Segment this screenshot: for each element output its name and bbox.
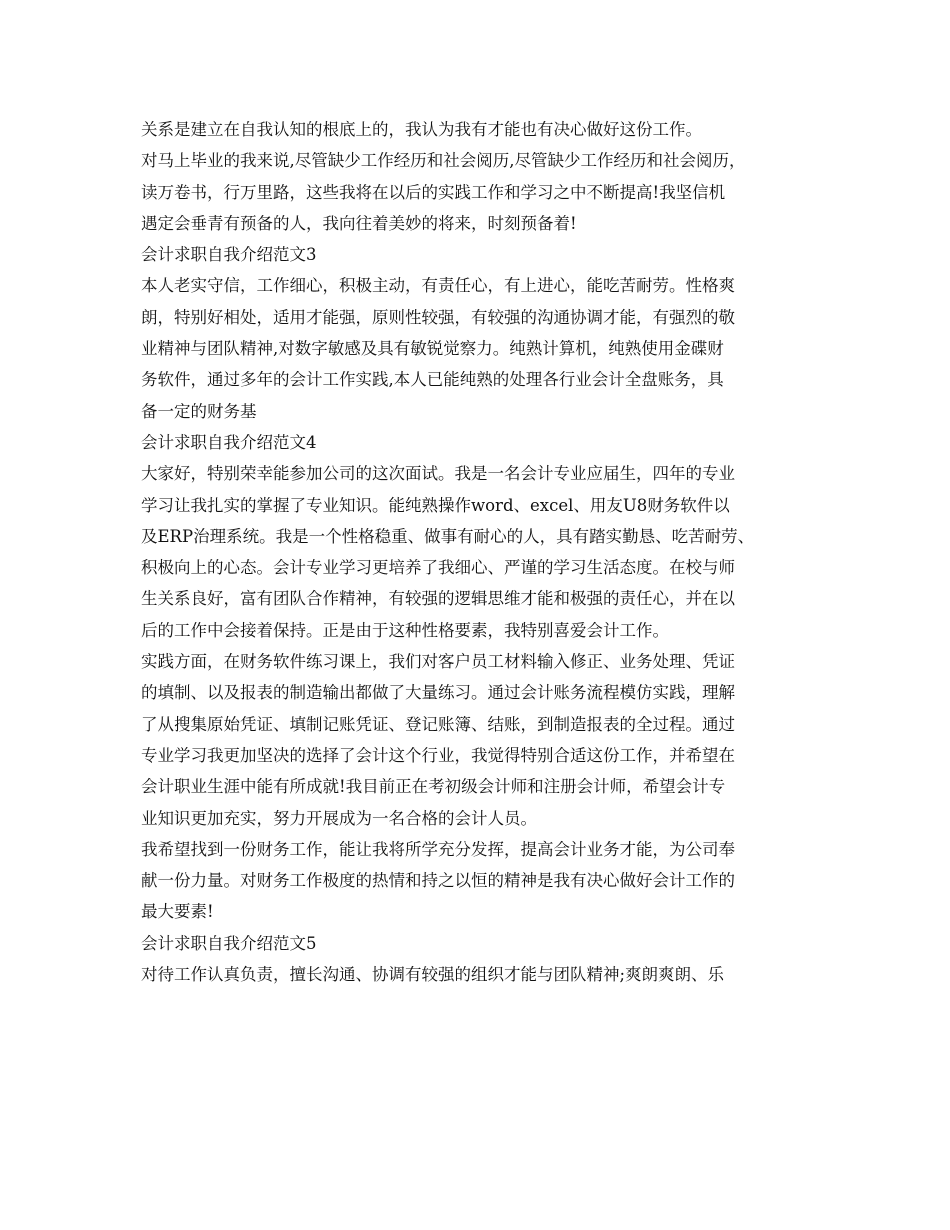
text-line: 本人老实守信，工作细心，积极主动，有责任心，有上进心，能吃苦耐劳。性格爽: [141, 276, 735, 296]
text-line: 遇定会垂青有预备的人，我向往着美妙的将来，时刻预备着!: [141, 213, 577, 233]
text-line: 学习让我扎实的掌握了专业知识。能纯熟操作word、excel、用友U8财务软件以: [141, 495, 730, 515]
text-line: 后的工作中会接着保持。正是由于这种性格要素，我特别喜爱会计工作。: [141, 620, 669, 640]
text-line: 的填制、以及报表的制造输出都做了大量练习。通过会计账务流程模仿实践，理解: [141, 683, 735, 703]
text-line: 会计职业生涯中能有所成就!我目前正在考初级会计师和注册会计师，希望会计专: [141, 777, 726, 797]
text-line: 读万卷书，行万里路，这些我将在以后的实践工作和学习之中不断提高!我坚信机: [141, 182, 726, 202]
text-line: 朗，特别好相处，适用才能强，原则性较强，有较强的沟通协调才能，有强烈的敬: [141, 307, 735, 327]
text-line: 我希望找到一份财务工作，能让我将所学充分发挥，提高会计业务才能，为公司奉: [141, 839, 735, 859]
text-line: 积极向上的心态。会计专业学习更培养了我细心、严谨的学习生活态度。在校与师: [141, 558, 735, 578]
text-line: 了从搜集原始凭证、填制记账凭证、登记账簿、结账，到制造报表的全过程。通过: [141, 714, 735, 734]
section-heading: 会计求职自我介绍范文4: [141, 432, 317, 452]
text-line: 对待工作认真负责，擅长沟通、协调有较强的组织才能与团队精神;爽朗爽朗、乐: [141, 965, 725, 985]
section-heading: 会计求职自我介绍范文3: [141, 245, 317, 265]
section-heading: 会计求职自我介绍范文5: [141, 933, 317, 953]
text-line: 献一份力量。对财务工作极度的热情和持之以恒的精神是我有决心做好会计工作的: [141, 871, 735, 891]
document-body: [141, 114, 821, 990]
text-line: 业精神与团队精神,对数字敏感及具有敏锐觉察力。纯熟计算机，纯熟使用金碟财: [141, 339, 724, 359]
text-line: 大家好，特别荣幸能参加公司的这次面试。我是一名会计专业应届生，四年的专业: [141, 464, 735, 484]
text-line: 备一定的财务基: [141, 401, 257, 421]
text-line: 最大要素!: [141, 902, 214, 922]
text-line: 业知识更加充实，努力开展成为一名合格的会计人员。: [141, 808, 537, 828]
text-line: 关系是建立在自我认知的根底上的，我认为我有才能也有决心做好这份工作。: [141, 120, 702, 139]
text-line: 及ERP治理系统。我是一个性格稳重、做事有耐心的人，具有踏实勤恳、吃苦耐劳、: [141, 526, 755, 546]
text-line: 对马上毕业的我来说,尽管缺少工作经历和社会阅历,尽管缺少工作经历和社会阅历，: [141, 151, 746, 171]
text-line: 务软件，通过多年的会计工作实践,本人已能纯熟的处理各行业会计全盘账务，具: [141, 370, 724, 390]
text-line: 专业学习我更加坚决的选择了会计这个行业，我觉得特别合适这份工作，并希望在: [141, 745, 735, 765]
text-line: 生关系良好，富有团队合作精神，有较强的逻辑思维才能和极强的责任心，并在以: [141, 589, 735, 609]
text-line: 实践方面，在财务软件练习课上，我们对客户员工材料输入修正、业务处理、凭证: [141, 652, 735, 672]
